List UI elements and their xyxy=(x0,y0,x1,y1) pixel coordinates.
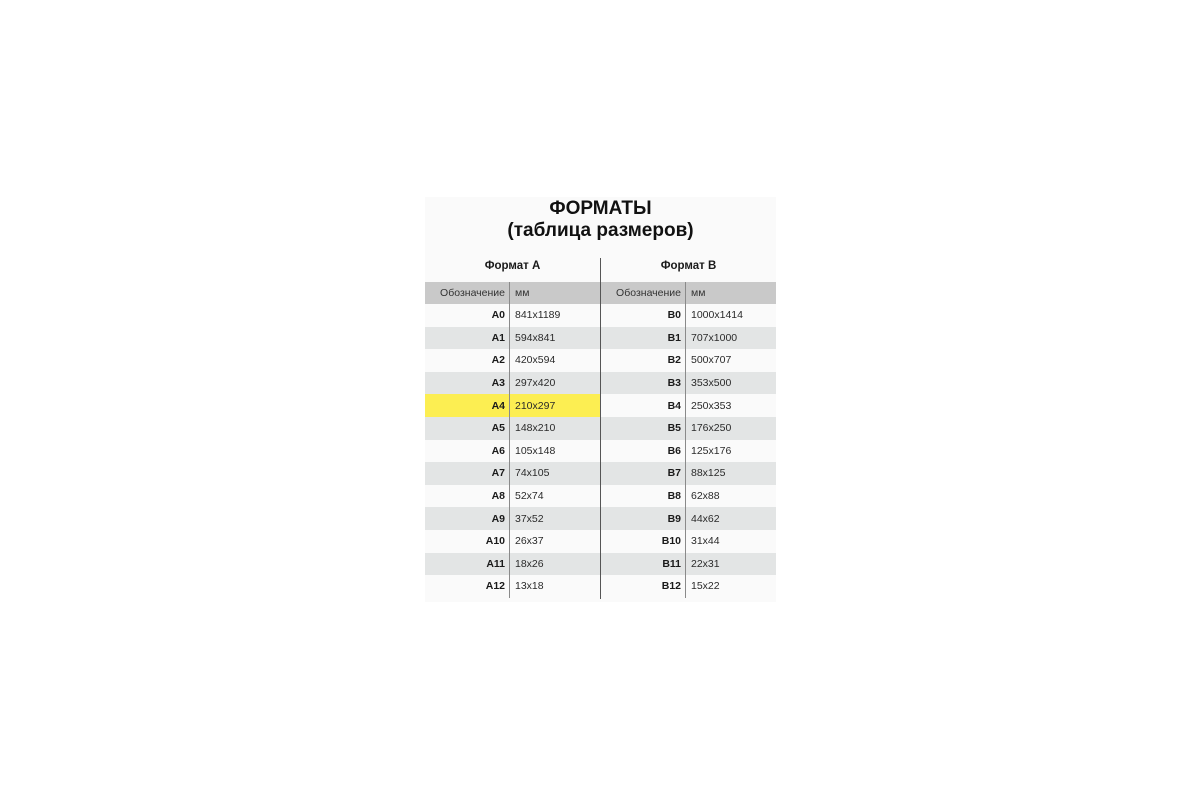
format-b-size-cell: 176x250 xyxy=(691,422,732,435)
format-a-size-cell: 210x297 xyxy=(515,399,556,412)
format-a-row xyxy=(425,394,600,417)
format-b-size-cell: 22x31 xyxy=(691,557,720,570)
format-b-code-cell: В7 xyxy=(601,462,686,485)
page-title: ФОРМАТЫ xyxy=(549,198,652,219)
format-b-row xyxy=(601,530,776,553)
format-a-code-cell: А0 xyxy=(425,304,510,327)
format-a-code-cell: А11 xyxy=(425,553,510,576)
format-a-table xyxy=(425,282,600,598)
format-b-size-cell: 31x44 xyxy=(691,535,720,548)
format-a-row xyxy=(425,553,600,576)
format-b-size-cell: 62x88 xyxy=(691,490,720,503)
format-b-code-cell: В6 xyxy=(601,440,686,463)
format-a-code-cell: А3 xyxy=(425,372,510,395)
format-a-size-cell: 105x148 xyxy=(515,444,556,457)
format-a-size-cell: 297x420 xyxy=(515,377,556,390)
format-b-row xyxy=(601,485,776,508)
format-a-row xyxy=(425,349,600,372)
format-b-size-cell: 353x500 xyxy=(691,377,732,390)
page-subtitle: (таблица размеров) xyxy=(507,220,694,241)
format-a-col-size-header: мм xyxy=(515,287,530,299)
format-a-row xyxy=(425,440,600,463)
format-a-size-cell: 148x210 xyxy=(515,422,556,435)
format-a-row xyxy=(425,507,600,530)
format-a-row xyxy=(425,485,600,508)
format-a-row xyxy=(425,327,600,350)
format-a-size-cell: 18x26 xyxy=(515,557,544,570)
format-b-code-cell: В1 xyxy=(601,327,686,350)
format-b-row xyxy=(601,575,776,598)
format-b-code-cell: В10 xyxy=(601,530,686,553)
format-b-code-cell: В0 xyxy=(601,304,686,327)
format-a-row xyxy=(425,372,600,395)
format-b-col-size-header: мм xyxy=(691,287,706,299)
format-a-col-code-header: Обозначение xyxy=(425,282,510,304)
format-b-code-cell: В12 xyxy=(601,575,686,598)
format-a-code-cell: А4 xyxy=(425,394,510,417)
format-a-row xyxy=(425,304,600,327)
format-a-size-cell: 52x74 xyxy=(515,490,544,503)
format-b-row xyxy=(601,462,776,485)
format-a-size-cell: 13x18 xyxy=(515,580,544,593)
format-b-code-cell: В11 xyxy=(601,553,686,576)
format-b-row xyxy=(601,440,776,463)
format-a-code-cell: А7 xyxy=(425,462,510,485)
format-b-size-cell: 44x62 xyxy=(691,512,720,525)
format-b-row xyxy=(601,304,776,327)
format-a-code-cell: А1 xyxy=(425,327,510,350)
format-b-row xyxy=(601,372,776,395)
format-a-size-cell: 37x52 xyxy=(515,512,544,525)
format-a-size-cell: 594x841 xyxy=(515,331,556,344)
format-a-code-cell: А8 xyxy=(425,485,510,508)
format-a-row xyxy=(425,575,600,598)
format-a-heading: Формат А xyxy=(484,260,541,272)
format-b-code-cell: В5 xyxy=(601,417,686,440)
format-b-heading: Формат В xyxy=(660,260,717,272)
format-b-header-row xyxy=(601,282,776,304)
format-b-code-cell: В9 xyxy=(601,507,686,530)
format-b-size-cell: 15x22 xyxy=(691,580,720,593)
format-b-size-cell: 125x176 xyxy=(691,444,732,457)
format-b-code-cell: В8 xyxy=(601,485,686,508)
format-a-size-cell: 26x37 xyxy=(515,535,544,548)
format-b-row xyxy=(601,394,776,417)
format-a-row xyxy=(425,462,600,485)
format-b-row xyxy=(601,327,776,350)
format-b-row xyxy=(601,417,776,440)
format-b-size-cell: 88x125 xyxy=(691,467,726,480)
format-b-code-cell: В3 xyxy=(601,372,686,395)
format-a-code-cell: А9 xyxy=(425,507,510,530)
format-b-code-cell: В2 xyxy=(601,349,686,372)
format-b-size-cell: 1000x1414 xyxy=(691,309,743,322)
format-a-size-cell: 841x1189 xyxy=(515,309,561,322)
format-a-row xyxy=(425,530,600,553)
format-a-size-cell: 420x594 xyxy=(515,354,556,367)
format-a-code-cell: А6 xyxy=(425,440,510,463)
format-b-row xyxy=(601,507,776,530)
format-a-code-cell: А12 xyxy=(425,575,510,598)
format-b-size-cell: 500x707 xyxy=(691,354,732,367)
format-a-row xyxy=(425,417,600,440)
format-a-header-row xyxy=(425,282,600,304)
format-a-code-cell: А10 xyxy=(425,530,510,553)
format-b-row xyxy=(601,553,776,576)
format-b-code-cell: В4 xyxy=(601,394,686,417)
format-b-table xyxy=(601,282,776,598)
formats-card xyxy=(425,197,776,602)
format-b-size-cell: 707x1000 xyxy=(691,331,738,344)
format-a-code-cell: А5 xyxy=(425,417,510,440)
format-a-code-cell: А2 xyxy=(425,349,510,372)
format-b-col-code-header: Обозначение xyxy=(601,282,686,304)
format-b-row xyxy=(601,349,776,372)
format-a-size-cell: 74x105 xyxy=(515,467,550,480)
format-b-size-cell: 250x353 xyxy=(691,399,732,412)
